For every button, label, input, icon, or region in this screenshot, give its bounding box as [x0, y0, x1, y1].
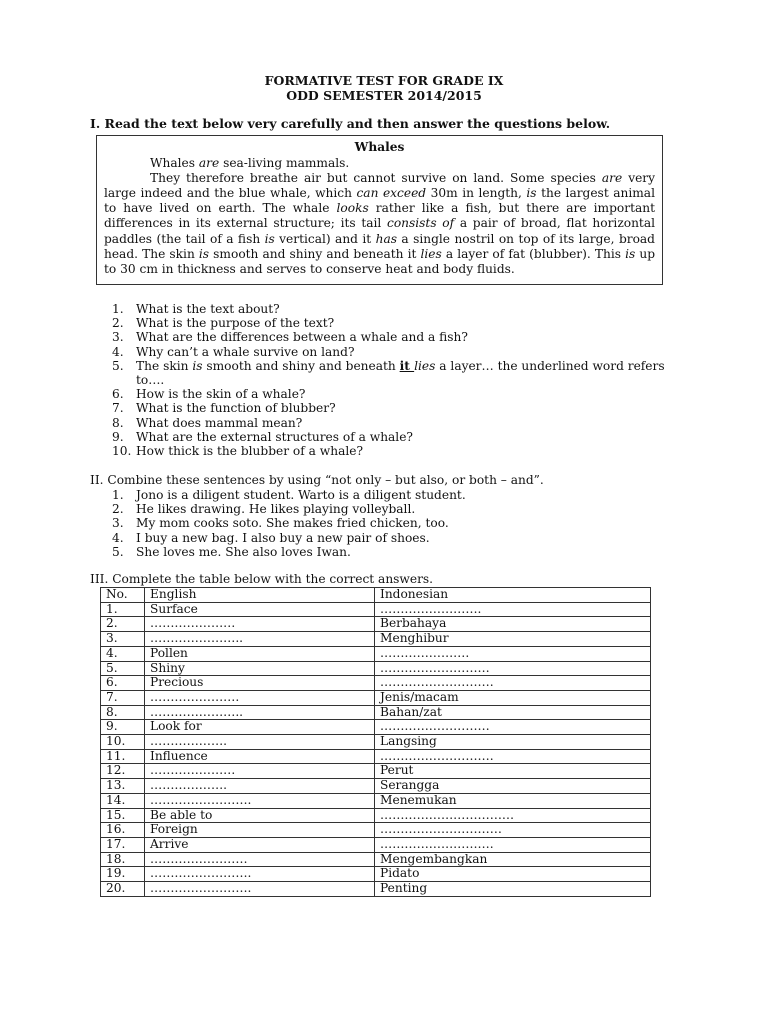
cell-number: 12.: [101, 764, 145, 779]
cell-indonesian: Penting: [375, 882, 651, 897]
cell-english: …………………..: [145, 705, 375, 720]
question-item: 2. What is the purpose of the text?: [112, 316, 335, 331]
underlined-word-it: it: [399, 358, 415, 373]
cell-indonesian: ……………………………: [375, 808, 651, 823]
cell-indonesian: Bahan/zat: [375, 705, 651, 720]
cell-english: Look for: [145, 720, 375, 735]
table-row: [101, 632, 651, 647]
table-row: [101, 617, 651, 632]
cell-indonesian: Menemukan: [375, 793, 651, 808]
column-header-english: English: [145, 588, 375, 603]
cell-english: …………………: [145, 764, 375, 779]
reading-passage-box: [96, 135, 663, 285]
column-header-no: No.: [101, 588, 145, 603]
cell-number: 4.: [101, 646, 145, 661]
cell-number: 14.: [101, 793, 145, 808]
table-header-row: [101, 588, 651, 603]
cell-number: 5.: [101, 661, 145, 676]
table-row: [101, 808, 651, 823]
cell-english: Be able to: [145, 808, 375, 823]
list-item: 2. He likes drawing. He likes playing volleyball.: [112, 502, 416, 517]
cell-indonesian: Berbahaya: [375, 617, 651, 632]
cell-english: Arrive: [145, 837, 375, 852]
table-row: [101, 661, 651, 676]
cell-english: Pollen: [145, 646, 375, 661]
cell-indonesian: Langsing: [375, 735, 651, 750]
cell-number: 1.: [101, 602, 145, 617]
column-header-indonesian: Indonesian: [375, 588, 651, 603]
cell-number: 10.: [101, 735, 145, 750]
comprehension-questions: [112, 302, 682, 458]
table-row: [101, 823, 651, 838]
cell-indonesian: Menghibur: [375, 632, 651, 647]
cell-number: 16.: [101, 823, 145, 838]
cell-indonesian: ……………………….: [375, 676, 651, 691]
table-row: [101, 882, 651, 897]
question-item: 10. How thick is the blubber of a whale?: [112, 444, 363, 459]
list-item: 3. My mom cooks soto. She makes fried chicken, too.: [112, 516, 449, 531]
vocabulary-table: [100, 587, 651, 897]
cell-number: 9.: [101, 720, 145, 735]
table-row: [101, 867, 651, 882]
question-item: 8. What does mammal mean?: [112, 415, 303, 430]
list-item: 4. I buy a new bag. I also buy a new pair of shoes.: [112, 530, 430, 545]
cell-number: 20.: [101, 882, 145, 897]
section3-heading: III. Complete the table below with the correct answers.: [90, 572, 434, 586]
cell-english: Shiny: [145, 661, 375, 676]
table-row: [101, 852, 651, 867]
cell-indonesian: ………………………: [375, 720, 651, 735]
question-item: 5. The skin is smooth and shiny and beneath it lies a layer… the underlined word refers to….: [112, 358, 665, 388]
cell-english: Foreign: [145, 823, 375, 838]
table-row: [101, 735, 651, 750]
cell-english: …………………….: [145, 867, 375, 882]
cell-indonesian: …………………………: [375, 823, 651, 838]
table-row: [101, 602, 651, 617]
cell-number: 19.: [101, 867, 145, 882]
cell-english: Precious: [145, 676, 375, 691]
table-row: [101, 705, 651, 720]
cell-english: …………………..: [145, 632, 375, 647]
cell-indonesian: Perut: [375, 764, 651, 779]
cell-number: 3.: [101, 632, 145, 647]
table-row: [101, 837, 651, 852]
cell-indonesian: ………………….: [375, 646, 651, 661]
cell-english: …………………….: [145, 882, 375, 897]
cell-number: 13.: [101, 779, 145, 794]
cell-number: 6.: [101, 676, 145, 691]
cell-indonesian: Jenis/macam: [375, 690, 651, 705]
cell-number: 2.: [101, 617, 145, 632]
table-row: [101, 793, 651, 808]
cell-english: …………………: [145, 617, 375, 632]
cell-indonesian: …………………….: [375, 602, 651, 617]
cell-number: 17.: [101, 837, 145, 852]
cell-number: 11.: [101, 749, 145, 764]
cell-number: 15.: [101, 808, 145, 823]
question-item: 1. What is the text about?: [112, 302, 280, 316]
passage-title: Whales: [354, 140, 405, 154]
combine-sentences-list: [112, 488, 466, 559]
question-item: 3. What are the differences between a whale and a fish?: [112, 330, 468, 345]
table-row: [101, 764, 651, 779]
cell-english: Influence: [145, 749, 375, 764]
section2-heading: II. Combine these sentences by using “not only – but also, or both – and”.: [90, 473, 544, 487]
cell-indonesian: ………………………: [375, 661, 651, 676]
cell-number: 7.: [101, 690, 145, 705]
cell-english: …………………….: [145, 793, 375, 808]
header-title-line1: FORMATIVE TEST FOR GRADE IX: [264, 73, 504, 88]
cell-indonesian: Mengembangkan: [375, 852, 651, 867]
cell-english: ………………….: [145, 690, 375, 705]
table-row: [101, 646, 651, 661]
cell-indonesian: ……………………….: [375, 749, 651, 764]
cell-english: ……………….: [145, 735, 375, 750]
table-row: [101, 690, 651, 705]
cell-number: 18.: [101, 852, 145, 867]
table-row: [101, 720, 651, 735]
section1-heading: I. Read the text below very carefully and then answer the questions below.: [90, 116, 611, 131]
question-item: 6. How is the skin of a whale?: [112, 387, 306, 402]
cell-english: Surface: [145, 602, 375, 617]
cell-indonesian: ……………………….: [375, 837, 651, 852]
test-header: [0, 73, 768, 103]
table-row: [101, 676, 651, 691]
cell-number: 8.: [101, 705, 145, 720]
cell-english: ……………….: [145, 779, 375, 794]
table-row: [101, 749, 651, 764]
table-row: [101, 779, 651, 794]
passage-paragraph-2: They therefore breathe air but cannot survive on land. Some species are very large indeed and the blue whale, which can exceed 30m in length, is the largest animal to have lived on earth. The whale looks rather like a fish, but there are important differences in its external structure; its tail consists of a pair of broad, flat horizontal paddles (the tail of a fish is vertical) and it has a single nostril on top of its large, broad head. The skin is smooth and shiny and beneath it lies a layer of fat (blubber). This is up to 30 cm in thickness and serves to conserve heat and body fluids.: [104, 171, 656, 276]
cell-indonesian: Pidato: [375, 867, 651, 882]
list-item: 5. She loves me. She also loves Iwan.: [112, 544, 351, 559]
cell-english: ……………………: [145, 852, 375, 867]
header-title-line2: ODD SEMESTER 2014/2015: [286, 88, 482, 103]
question-item: 7. What is the function of blubber?: [112, 401, 336, 416]
list-item: 1. Jono is a diligent student. Warto is a diligent student.: [112, 488, 466, 502]
cell-indonesian: Serangga: [375, 779, 651, 794]
passage-paragraph-1: Whales are sea-living mammals.: [150, 156, 350, 171]
question-item: 4. Why can’t a whale survive on land?: [112, 344, 355, 359]
question-item: 9. What are the external structures of a whale?: [112, 429, 413, 444]
